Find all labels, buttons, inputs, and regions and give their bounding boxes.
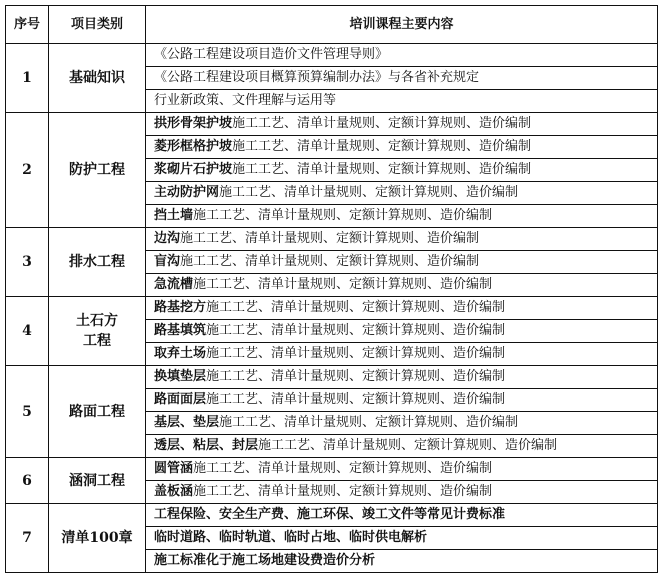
- course-content: [146, 527, 658, 550]
- course-content: [146, 136, 658, 159]
- header-index: 序号: [6, 6, 49, 44]
- course-content: [146, 182, 658, 205]
- course-detail: 施工工艺、清单计量规则、定额计算规则、造价编制: [219, 415, 519, 430]
- course-content: [146, 481, 658, 504]
- course-detail: 施工工艺、清单计量规则、定额计算规则、造价编制: [180, 254, 480, 269]
- course-content: [146, 205, 658, 228]
- row-category: 清单100章: [49, 504, 146, 573]
- course-topic: 透层、粘层、封层: [154, 438, 259, 453]
- course-content: [146, 320, 658, 343]
- course-topic: 菱形框格护坡: [154, 139, 233, 154]
- course-content: [146, 550, 658, 573]
- table-row: [6, 113, 658, 136]
- row-index: 7: [6, 504, 49, 573]
- header-content: 培训课程主要内容: [146, 6, 658, 44]
- course-detail: 施工工艺、清单计量规则、定额计算规则、造价编制: [258, 438, 558, 453]
- row-index: 3: [6, 228, 49, 297]
- row-category: 防护工程: [49, 113, 146, 228]
- course-detail: 施工工艺、清单计量规则、定额计算规则、造价编制: [193, 277, 493, 292]
- row-category: 基础知识: [49, 44, 146, 113]
- course-content: [146, 297, 658, 320]
- course-detail: 施工工艺、清单计量规则、定额计算规则、造价编制: [232, 162, 532, 177]
- table-header-row: [6, 6, 658, 44]
- course-content: [146, 251, 658, 274]
- course-content: [146, 366, 658, 389]
- course-detail: 《公路工程建设项目概算预算编制办法》与各省补充规定: [154, 70, 480, 85]
- course-detail: 施工工艺、清单计量规则、定额计算规则、造价编制: [206, 346, 506, 361]
- table-row: [6, 504, 658, 527]
- row-index: 4: [6, 297, 49, 366]
- course-detail: 施工工艺、清单计量规则、定额计算规则、造价编制: [206, 300, 506, 315]
- course-content: [146, 343, 658, 366]
- row-index: 1: [6, 44, 49, 113]
- course-topic: 临时道路、临时轨道、临时占地、临时供电解析: [154, 530, 428, 545]
- table-row: [6, 458, 658, 481]
- course-topic: 盲沟: [154, 254, 181, 269]
- table-row: [6, 228, 658, 251]
- course-detail: 行业新政策、文件理解与运用等: [154, 93, 337, 108]
- course-detail: 施工工艺、清单计量规则、定额计算规则、造价编制: [219, 185, 519, 200]
- table-row: [6, 297, 658, 320]
- row-category: 路面工程: [49, 366, 146, 458]
- course-topic: 取弃土场: [154, 346, 207, 361]
- course-topic: 主动防护网: [154, 185, 220, 200]
- course-topic: 拱形骨架护坡: [154, 116, 233, 131]
- course-topic: 浆砌片石护坡: [154, 162, 233, 177]
- course-topic: 路基填筑: [154, 323, 207, 338]
- course-content: [146, 435, 658, 458]
- course-detail: 施工工艺、清单计量规则、定额计算规则、造价编制: [232, 139, 532, 154]
- course-detail: 施工工艺、清单计量规则、定额计算规则、造价编制: [193, 208, 493, 223]
- course-detail: 施工工艺、清单计量规则、定额计算规则、造价编制: [193, 484, 493, 499]
- course-topic: 基层、垫层: [154, 415, 220, 430]
- course-content: [146, 67, 658, 90]
- row-index: 6: [6, 458, 49, 504]
- course-content: [146, 504, 658, 527]
- course-detail: 施工工艺、清单计量规则、定额计算规则、造价编制: [206, 392, 506, 407]
- course-topic: 路面面层: [154, 392, 207, 407]
- course-topic: 盖板涵: [154, 484, 194, 499]
- course-topic: 换填垫层: [154, 369, 207, 384]
- header-category: 项目类别: [49, 6, 146, 44]
- course-content: [146, 159, 658, 182]
- course-content: [146, 44, 658, 67]
- course-detail: 施工工艺、清单计量规则、定额计算规则、造价编制: [193, 461, 493, 476]
- course-detail: 《公路工程建设项目造价文件管理导则》: [154, 47, 389, 62]
- row-index: 5: [6, 366, 49, 458]
- course-topic: 边沟: [154, 231, 181, 246]
- course-content: [146, 274, 658, 297]
- course-topic: 挡土墙: [154, 208, 194, 223]
- row-category: 土石方工程: [49, 297, 146, 366]
- row-index: 2: [6, 113, 49, 228]
- course-table: [5, 5, 658, 573]
- course-content: [146, 90, 658, 113]
- course-detail: 施工工艺、清单计量规则、定额计算规则、造价编制: [206, 369, 506, 384]
- course-content: [146, 412, 658, 435]
- course-topic: 圆管涵: [154, 461, 194, 476]
- course-detail: 施工工艺、清单计量规则、定额计算规则、造价编制: [232, 116, 532, 131]
- course-detail: 施工工艺、清单计量规则、定额计算规则、造价编制: [180, 231, 480, 246]
- course-content: [146, 113, 658, 136]
- course-topic: 工程保险、安全生产费、施工环保、竣工文件等常见计费标准: [154, 507, 506, 522]
- course-topic: 路基挖方: [154, 300, 207, 315]
- row-category: 排水工程: [49, 228, 146, 297]
- course-content: [146, 228, 658, 251]
- course-detail: 施工工艺、清单计量规则、定额计算规则、造价编制: [206, 323, 506, 338]
- row-category: 涵洞工程: [49, 458, 146, 504]
- course-topic: 急流槽: [154, 277, 194, 292]
- course-content: [146, 458, 658, 481]
- table-row: [6, 366, 658, 389]
- table-body: [6, 44, 658, 573]
- table-row: [6, 44, 658, 67]
- course-content: [146, 389, 658, 412]
- course-topic: 施工标准化于施工场地建设费造价分析: [154, 553, 376, 568]
